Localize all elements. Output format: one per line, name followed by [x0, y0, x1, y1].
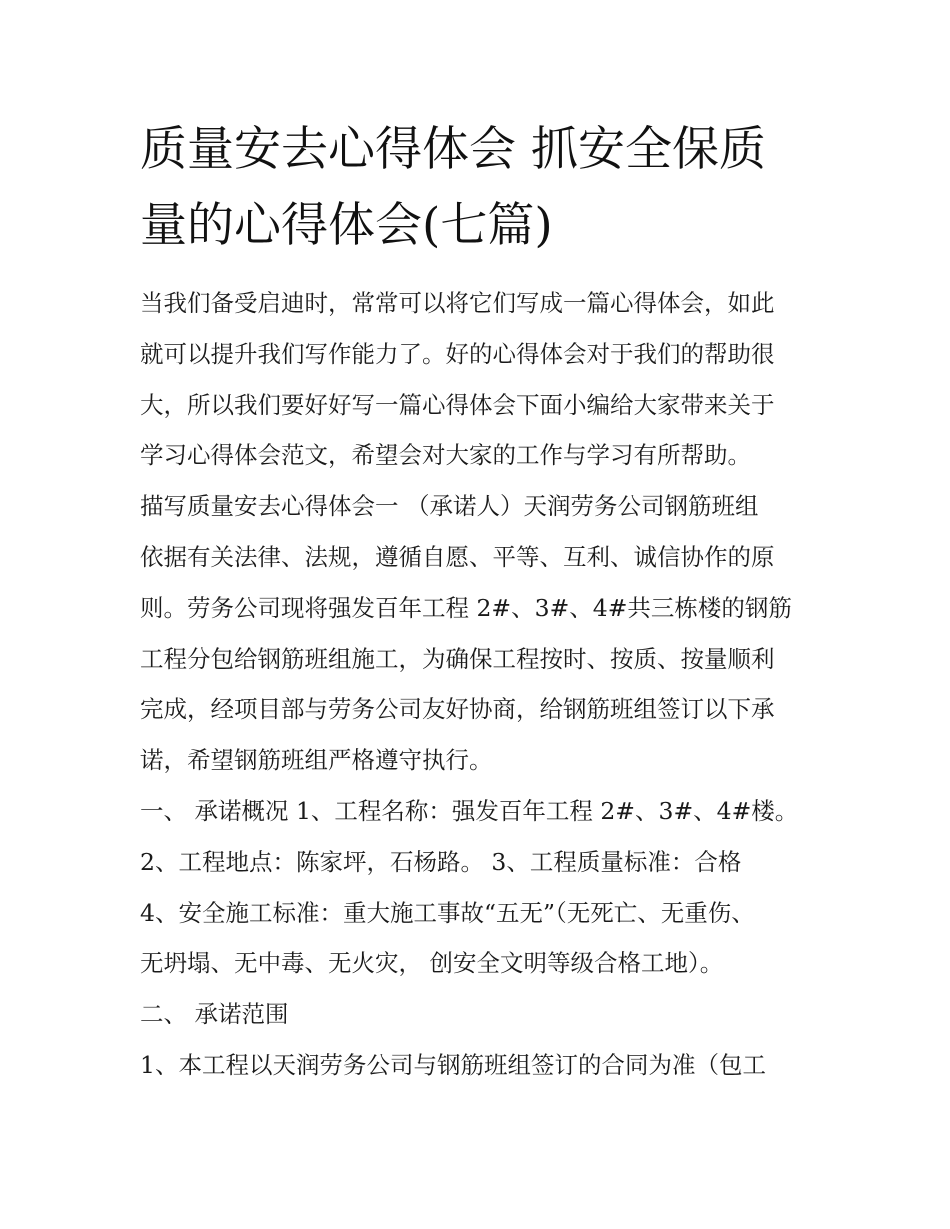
title-line: 质量安去心得体会 抓安全保质 [140, 122, 766, 177]
document-body [140, 278, 830, 1091]
body-line: 4、安全施工标准：重大施工事故“五无”（无死亡、无重伤、 [140, 898, 755, 927]
body-line: 学习心得体会范文，希望会对大家的工作与学习有所帮助。 [140, 441, 751, 470]
body-line: 完成，经项目部与劳务公司友好协商，给钢筋班组签订以下承 [140, 695, 775, 724]
title-line: 量的心得体会(七篇) [140, 198, 553, 253]
body-line: 当我们备受启迪时，常常可以将它们写成一篇心得体会，如此 [140, 289, 775, 317]
body-line: 诺，希望钢筋班组严格遵守执行。 [140, 746, 493, 775]
body-line: 则。劳务公司现将强发百年工程 2#、3#、4#共三栋楼的钢筋 [140, 593, 792, 622]
body-line: 无坍塌、无中毒、无火灾， 创安全文明等级合格工地）。 [140, 949, 724, 978]
body-line: 工程分包给钢筋班组施工，为确保工程按时、按质、按量顺利 [140, 644, 775, 673]
body-line: 描写质量安去心得体会一 （承诺人）天润劳务公司钢筋班组 [140, 492, 759, 521]
body-line: 一、 承诺概况 1、工程名称：强发百年工程 2#、3#、4#楼。 [140, 796, 799, 825]
body-line: 2、工程地点：陈家坪，石杨路。 3、工程质量标准：合格 [140, 847, 742, 876]
body-line: 二、 承诺范围 [140, 1000, 289, 1029]
body-line: 大，所以我们要好好写一篇心得体会下面小编给大家带来关于 [140, 390, 775, 419]
body-line: 就可以提升我们写作能力了。好的心得体会对于我们的帮助很 [140, 339, 775, 368]
document-title [140, 112, 820, 264]
body-line: 依据有关法律、法规，遵循自愿、平等、互利、诚信协作的原 [140, 542, 775, 571]
body-line: 1、本工程以天润劳务公司与钢筋班组签订的合同为准（包工 [140, 1050, 766, 1079]
